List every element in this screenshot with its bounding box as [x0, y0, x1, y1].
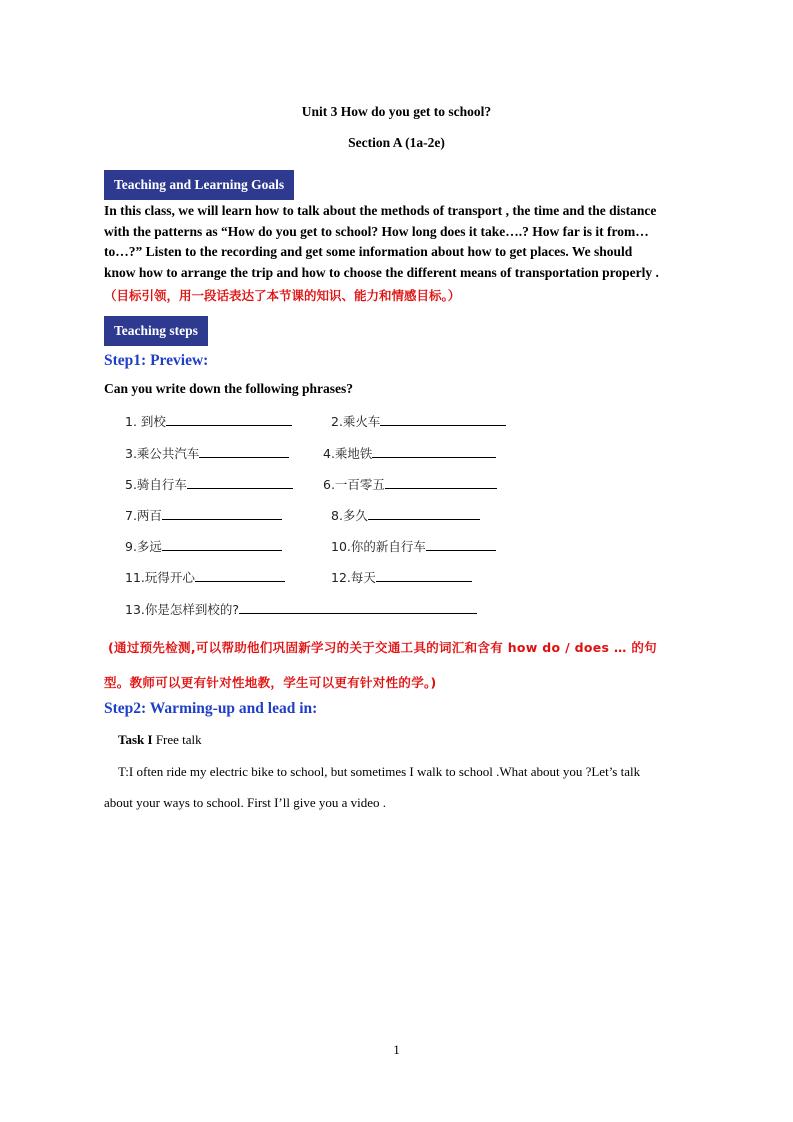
teacher-line-2: about your ways to school. First I’ll give you a video .	[104, 795, 386, 810]
phrase-label: 13.你是怎样到校的?	[125, 602, 240, 617]
step1-note-line-1: (通过预先检测,可以帮助他们巩固新学习的关于交通工具的词汇和含有 how do / does … 的句	[108, 640, 657, 655]
goals-line-2: with the patterns as “How do you get to school? How long does it take….? How far is it from…	[104, 223, 649, 239]
answer-blank[interactable]	[195, 569, 285, 582]
answer-blank[interactable]	[372, 445, 496, 458]
goals-paragraph	[104, 201, 690, 283]
phrase-label: 2.乘火车	[331, 414, 381, 429]
phrase-item-12	[331, 568, 472, 586]
answer-blank[interactable]	[376, 569, 472, 582]
phrase-item-9	[125, 537, 282, 555]
phrase-label: 11.玩得开心	[125, 570, 195, 585]
steps-banner: Teaching steps	[104, 316, 208, 346]
phrase-label: 4.乘地铁	[323, 446, 373, 461]
phrase-label: 9.多远	[125, 539, 162, 554]
phrase-item-1	[125, 412, 292, 430]
step1-question: Can you write down the following phrases?	[104, 381, 354, 396]
task-name: Free talk	[152, 732, 202, 747]
goals-line-4: know how to arrange the trip and how to choose the different means of transportation properly .	[104, 264, 659, 280]
goals-banner: Teaching and Learning Goals	[104, 170, 294, 200]
phrase-label: 10.你的新自行车	[331, 539, 426, 554]
phrase-label: 3.乘公共汽车	[125, 446, 200, 461]
task-label: Task I	[118, 732, 153, 747]
goals-note: （目标引领，用一段话表达了本节课的知识、能力和情感目标。）	[104, 288, 461, 303]
phrase-item-7	[125, 506, 282, 524]
phrase-item-4	[323, 444, 496, 462]
page-number: 1	[393, 1042, 400, 1057]
teacher-line-1: T:I often ride my electric bike to school, but sometimes I walk to school .What about you ?Let’s talk	[118, 764, 641, 779]
answer-blank[interactable]	[426, 538, 496, 551]
phrase-item-10	[331, 537, 496, 555]
step2-title: Step2: Warming-up and lead in:	[104, 700, 318, 717]
task-line	[118, 732, 202, 748]
phrase-label: 6.一百零五	[323, 477, 385, 492]
answer-blank[interactable]	[368, 507, 480, 520]
answer-blank[interactable]	[385, 476, 497, 489]
answer-blank[interactable]	[162, 507, 282, 520]
answer-blank[interactable]	[166, 413, 292, 426]
phrase-item-5	[125, 475, 293, 493]
step1-note-line-2: 型。教师可以更有针对性地教，学生可以更有针对性的学。)	[104, 675, 437, 690]
unit-title: Unit 3 How do you get to school?	[301, 104, 492, 119]
section-title: Section A (1a-2e)	[348, 135, 445, 150]
goals-line-3: to…?” Listen to the recording and get some information about how to get places. We should	[104, 244, 633, 259]
phrase-label: 1. 到校	[125, 414, 166, 429]
phrase-item-13	[125, 600, 477, 618]
phrase-label: 12.每天	[331, 570, 376, 585]
phrase-item-2	[331, 412, 506, 430]
answer-blank[interactable]	[380, 413, 506, 426]
answer-blank[interactable]	[239, 601, 477, 614]
phrase-item-11	[125, 568, 285, 586]
phrase-label: 7.两百	[125, 508, 162, 523]
step1-title: Step1: Preview:	[104, 352, 209, 369]
phrase-item-6	[323, 475, 497, 493]
answer-blank[interactable]	[162, 538, 282, 551]
answer-blank[interactable]	[187, 476, 293, 489]
phrase-item-8	[331, 506, 480, 524]
phrase-item-3	[125, 444, 289, 462]
phrase-label: 5.骑自行车	[125, 477, 187, 492]
goals-line-1: In this class, we will learn how to talk about the methods of transport , the time and the distance	[104, 203, 657, 218]
answer-blank[interactable]	[199, 445, 289, 458]
phrase-label: 8.多久	[331, 508, 368, 523]
